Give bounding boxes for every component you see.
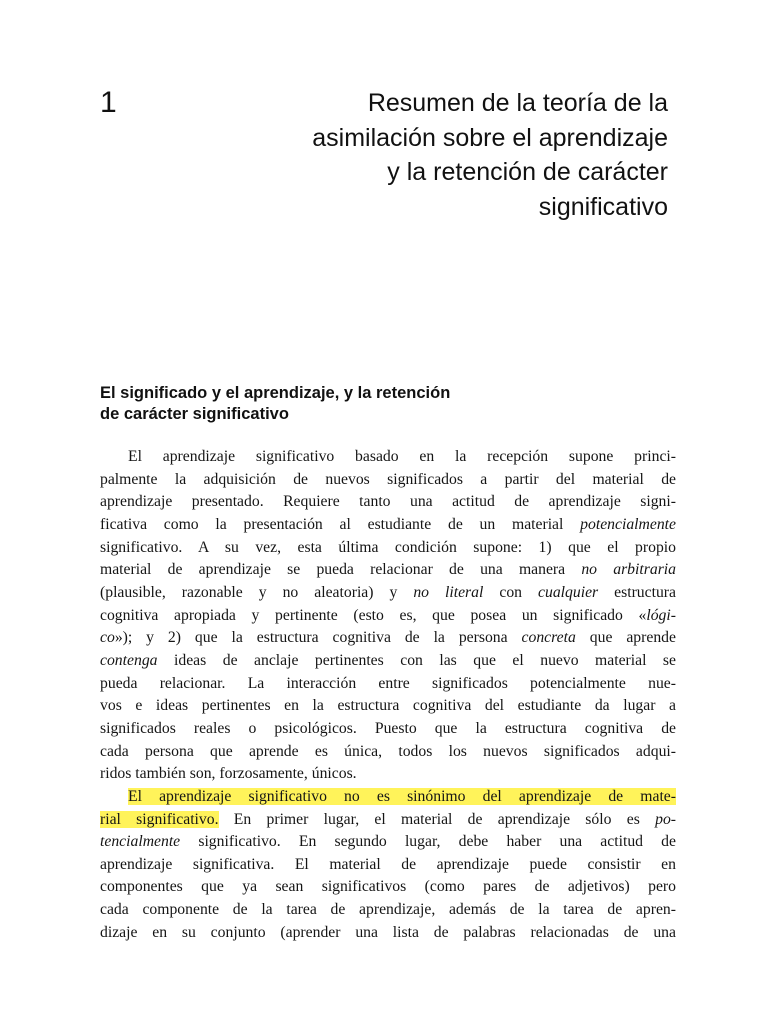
text-run: »); y 2) que la estructura cognitiva de la persona — [114, 629, 522, 647]
text-run: cognitiva apropiada y pertinente (esto es, que posea un significado « — [100, 606, 647, 624]
text-line: significados reales o psicológicos. Puesto que la estructura cognitiva de — [100, 719, 676, 737]
text-line — [100, 605, 676, 628]
italic-text: no arbitraria — [581, 561, 677, 579]
italic-text: po- — [655, 810, 677, 828]
text-line — [100, 831, 676, 854]
text-run: que aprende — [575, 629, 676, 647]
text-line — [100, 786, 676, 809]
italic-text: cualquier — [538, 583, 599, 601]
italic-text: potencialmente — [580, 515, 676, 533]
italic-text: no literal — [413, 583, 484, 601]
highlighted-text: rial significativo. — [100, 810, 219, 828]
text-run: ideas de anclaje pertinentes con las que el nuevo material se — [157, 651, 676, 669]
text-line: dizaje en su conjunto (aprender una lista de palabras relacionadas de una — [100, 923, 676, 941]
text-run: En primer lugar, el material de aprendizaje sólo es — [218, 810, 656, 828]
text-line — [100, 514, 676, 537]
italic-text: lógi- — [646, 606, 676, 624]
text-run: material de aprendizaje se pueda relacionar de una manera — [100, 561, 582, 579]
text-line — [100, 582, 676, 605]
body-text — [100, 446, 676, 944]
section-heading-line: de carácter significativo — [100, 405, 289, 423]
text-line — [100, 559, 676, 582]
section-heading-line: El significado y el aprendizaje, y la retención — [100, 384, 451, 402]
text-line: significativo. A su vez, esta última condición supone: 1) que el propio — [100, 538, 676, 556]
text-run: estructura — [598, 583, 676, 601]
chapter-title-line: Resumen de la teoría de la — [367, 89, 668, 117]
text-line: cada persona que aprende es única, todos los nuevos significados adqui- — [100, 742, 676, 760]
text-line: palmente la adquisición de nuevos significados a partir del material de — [100, 470, 676, 488]
italic-text: contenga — [100, 651, 158, 669]
text-line — [100, 650, 676, 673]
text-line — [100, 627, 676, 650]
text-line: ridos también son, forzosamente, únicos. — [100, 765, 357, 783]
text-run: ficativa como la presentación al estudiante de un material — [100, 515, 581, 533]
text-run: con — [483, 583, 539, 601]
text-line: aprendizaje significativa. El material de aprendizaje puede consistir en — [100, 855, 676, 873]
text-line: pueda relacionar. La interacción entre significados potencialmente nue- — [100, 674, 676, 692]
text-run: (plausible, razonable y no aleatoria) y — [100, 583, 414, 601]
text-run: significativo. En segundo lugar, debe haber una actitud de — [180, 833, 676, 851]
italic-text: tencialmente — [100, 833, 181, 851]
section-heading — [100, 383, 660, 425]
text-line: El aprendizaje significativo basado en la recepción supone princi- — [128, 448, 676, 465]
italic-text: co — [100, 629, 115, 647]
italic-text: concreta — [521, 629, 576, 647]
chapter-title — [168, 86, 668, 224]
text-line: componentes que ya sean significativos (como pares de adjetivos) pero — [100, 878, 676, 896]
chapter-title-line: significativo — [538, 192, 668, 221]
chapter-title-line: asimilación sobre el aprendizaje — [312, 123, 668, 152]
text-line: vos e ideas pertinentes en la estructura cognitiva del estudiante da lugar a — [100, 697, 676, 715]
highlighted-text: El aprendizaje significativo no es sinónimo del aprendizaje de mate- — [128, 787, 676, 805]
text-line: cada componente de la tarea de aprendizaje, además de la tarea de apren- — [100, 901, 676, 919]
text-line: aprendizaje presentado. Requiere tanto una actitud de aprendizaje signi- — [100, 493, 676, 511]
text-line — [100, 809, 676, 832]
chapter-title-line: y la retención de carácter — [387, 158, 668, 186]
chapter-number: 1 — [100, 86, 117, 119]
